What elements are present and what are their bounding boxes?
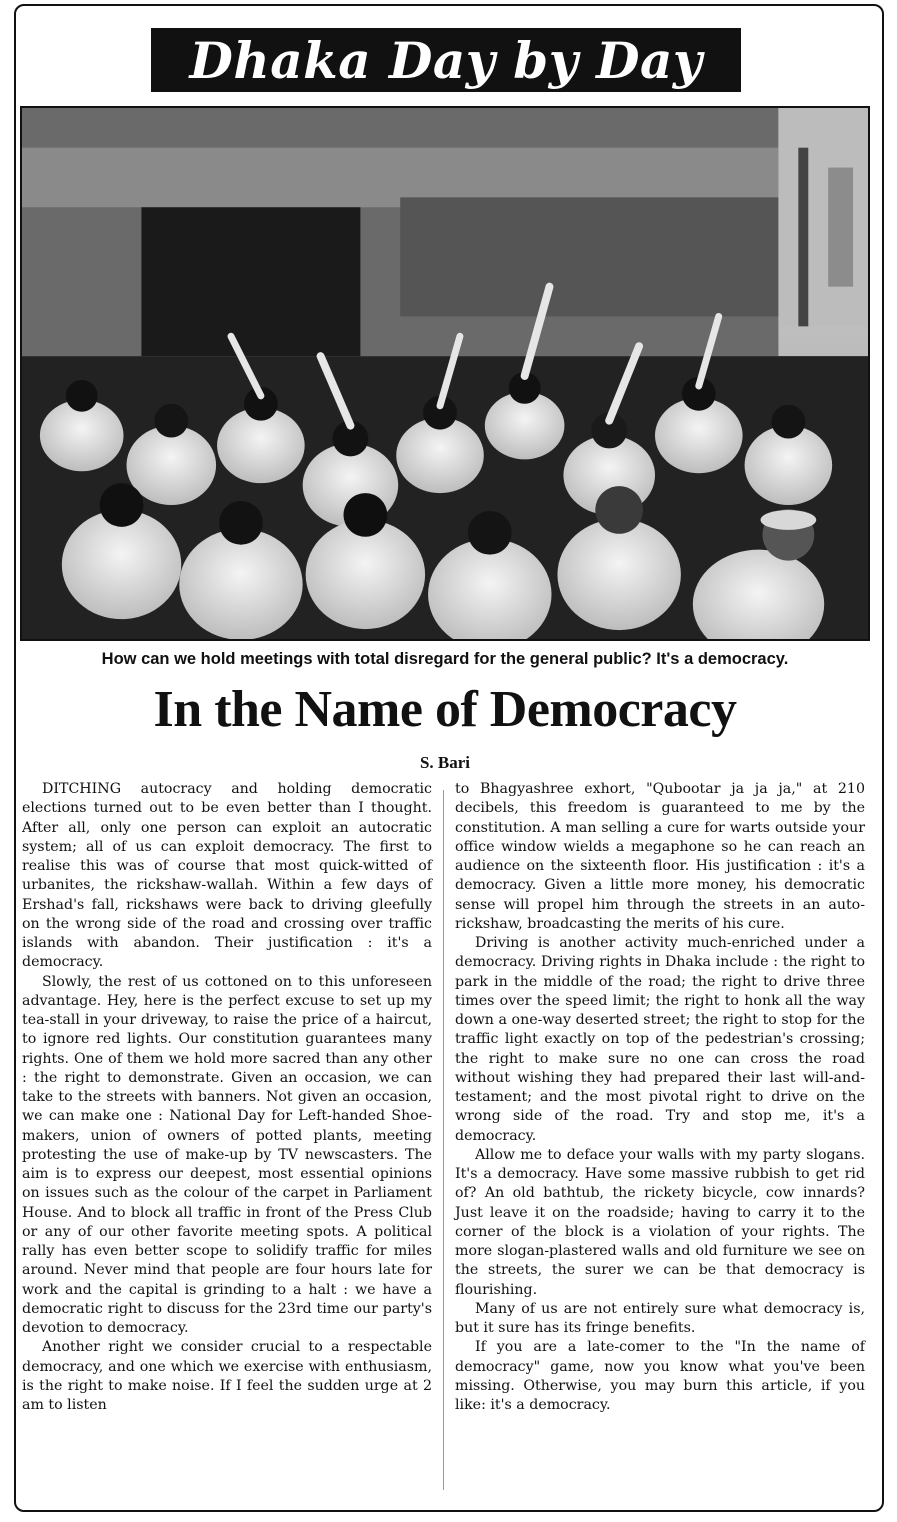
paragraph: DITCHING autocracy and holding democratic elections turned out to be even better than I thought. After all, only one person can exploit an autocratic system; all of us can exploit democracy. The first to realise this was of course that most quick-witted of urbanites, the rickshaw-wallah. Within a few days of Ershad's fall, rickshaws were back to driving gleefully on the wrong side of the road and crossing over traffic islands with abandon. Their justification : it's a democracy. (22, 781, 432, 971)
paragraph: Slowly, the rest of us cottoned on to this unforeseen advantage. Hey, here is the perfect excuse to set up my tea-stall in your driveway, to raise the price of a haircut, to ignore red lights. Our constitution guarantees many rights. One of them we hold more sacred than any other : the right to demonstrate. Given an occasion, we can take to the streets with banners. Not given an occasion, we can make one : National Day for Left-handed Shoe-makers, union of owners of potted plants, meeting protesting the use of make-up by TV newscasters. The aim is to express our deepest, most essential opinions on issues such as the colour of the carpet in Parliament House. And to block all traffic in front of the Press Club or any of our other favorite meeting spots. A political rally has even better scope to solidify traffic for miles around. Never mind that people are four hours late for work and the capital is grinding to a halt : we have a democratic right to discuss for the 23rd time our party's devotion to democracy. (22, 973, 432, 1336)
article-headline: In the Name of Democracy (153, 681, 737, 738)
article-column-right (455, 780, 865, 1415)
paragraph: Allow me to deface your walls with my party slogans. It's a democracy. Have some massive rubbish to get rid of? An old bathtub, the rickety bicycle, cow innards? Just leave it on the roadside; having to carry it to the corner of the block is a violation of your rights. The more slogan-plastered walls and old furniture we see on the streets, the surer we can be that democracy is flourishing. (455, 1146, 865, 1298)
paragraph: Many of us are not entirely sure what democracy is, but it sure has its fringe benefits. (455, 1300, 865, 1336)
paragraph: Another right we consider crucial to a respectable democracy, and one which we exercise with enthusiasm, is the right to make noise. If I feel the sudden urge at 2 am to listen (22, 1339, 432, 1413)
photo-caption: How can we hold meetings with total disregard for the general public? It's a democracy. (101, 650, 789, 668)
article-byline: S. Bari (419, 753, 471, 772)
paragraph: If you are a late-comer to the "In the name of democracy" game, now you know what you've been missing. Otherwise, you may burn this article, if you like: it's a democracy. (455, 1339, 865, 1413)
masthead-title: Dhaka Day by Day (189, 30, 703, 90)
paragraph: Driving is another activity much-enriched under a democracy. Driving rights in Dhaka include : the right to park in the middle of the road; the right to drive three times over the speed limit; the right to honk all the way down a one-way deserted street; the right to stop for the traffic light exactly on top of the pedestrian's crossing; the right to make sure no one can cross the road without wishing they had prepared their last will-and-testament; and the most pivotal right to drive on the wrong side of the road. Try and stop me, it's a democracy. (455, 935, 865, 1144)
crowd-photo-illustration (22, 108, 868, 639)
crowd-photo (20, 106, 870, 641)
column-divider (443, 790, 444, 1490)
article-column-left (22, 780, 432, 1415)
masthead (151, 28, 741, 92)
paragraph: to Bhagyashree exhort, "Qubootar ja ja ja," at 210 decibels, this freedom is guaranteed to me by the constitution. A man selling a cure for warts outside your office window wields a megaphone so he can reach an audience on the sixteenth floor. His justification : it's a democracy. Given a little more money, his democratic sense will propel him through the streets in an auto-rickshaw, broadcasting the merits of his cure. (455, 781, 865, 932)
